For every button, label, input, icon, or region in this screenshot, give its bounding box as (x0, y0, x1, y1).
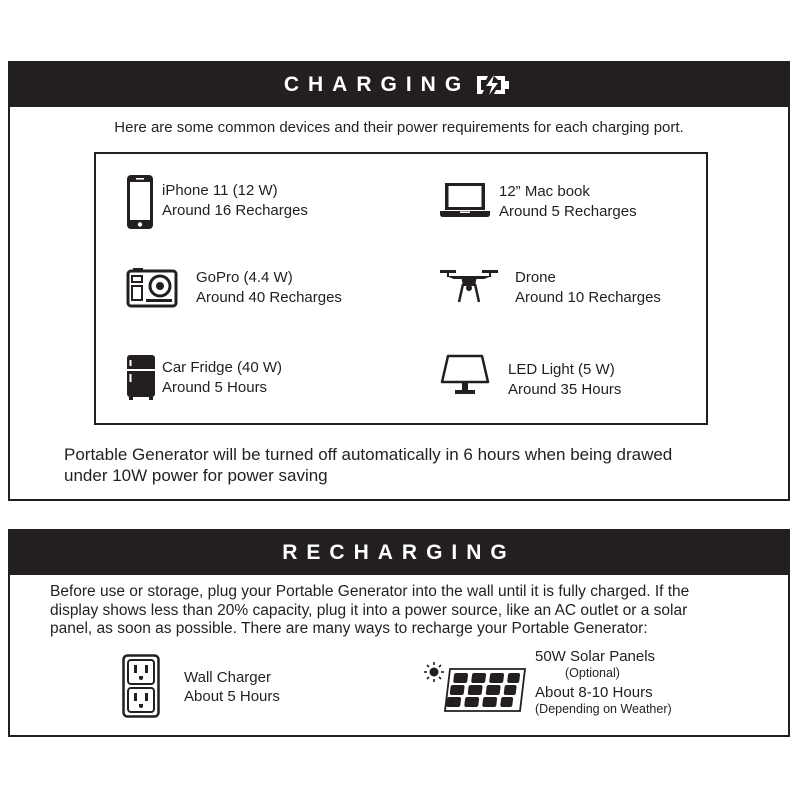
device-detail: Around 16 Recharges (162, 202, 308, 219)
charging-panel (8, 61, 790, 501)
smartphone-icon (126, 174, 154, 230)
auto-off-note-line: Portable Generator will be turned off automatically in 6 hours when being drawed (64, 445, 673, 464)
wall-outlet-icon (122, 654, 160, 718)
charging-title: CHARGING (283, 73, 471, 96)
recharging-title: RECHARGING (282, 541, 516, 564)
instruction-line: display shows less than 20% capacity, plug it into a power source, like an AC outlet or a solar (50, 601, 688, 619)
device-name: GoPro (4.4 W) (196, 269, 293, 286)
device-detail: Around 5 Recharges (499, 203, 637, 220)
recharging-header (10, 531, 788, 575)
action-camera-icon (126, 268, 178, 308)
device-name: 12” Mac book (499, 183, 590, 200)
device-detail: Around 10 Recharges (515, 289, 661, 306)
option-detail: About 8-10 Hours (535, 684, 653, 701)
charging-header (10, 63, 788, 107)
option-optional: (Optional) (565, 666, 620, 680)
device-name: iPhone 11 (12 W) (162, 182, 278, 199)
device-detail: Around 40 Recharges (196, 289, 342, 306)
laptop-icon (440, 182, 490, 218)
recharging-panel (8, 529, 790, 737)
fridge-icon (126, 354, 156, 400)
device-detail: Around 35 Hours (508, 381, 622, 398)
battery-charging-icon (474, 73, 514, 97)
auto-off-note-line: under 10W power for power saving (64, 466, 328, 485)
device-name: LED Light (5 W) (508, 361, 615, 378)
option-name: Wall Charger (184, 669, 271, 686)
option-name: 50W Solar Panels (535, 648, 656, 665)
sun-icon (424, 662, 444, 682)
device-name: Drone (515, 269, 556, 286)
instruction-line: Before use or storage, plug your Portable Generator into the wall until it is fully charged. If the (50, 583, 690, 600)
lamp-icon (440, 354, 490, 396)
option-weather-note: (Depending on Weather) (535, 702, 672, 716)
device-detail: Around 5 Hours (162, 379, 268, 396)
option-detail: About 5 Hours (184, 688, 280, 705)
device-name: Car Fridge (40 W) (162, 359, 283, 376)
instruction-line: panel, as soon as possible. There are many ways to recharge your Portable Generator: (50, 620, 648, 637)
auto-off-note (64, 444, 764, 486)
device-list (94, 152, 708, 425)
charging-intro: Here are some common devices and their power requirements for each charging port. (114, 119, 684, 136)
recharging-instructions (50, 583, 770, 639)
drone-icon (440, 268, 498, 304)
solar-panel-icon (444, 667, 526, 713)
